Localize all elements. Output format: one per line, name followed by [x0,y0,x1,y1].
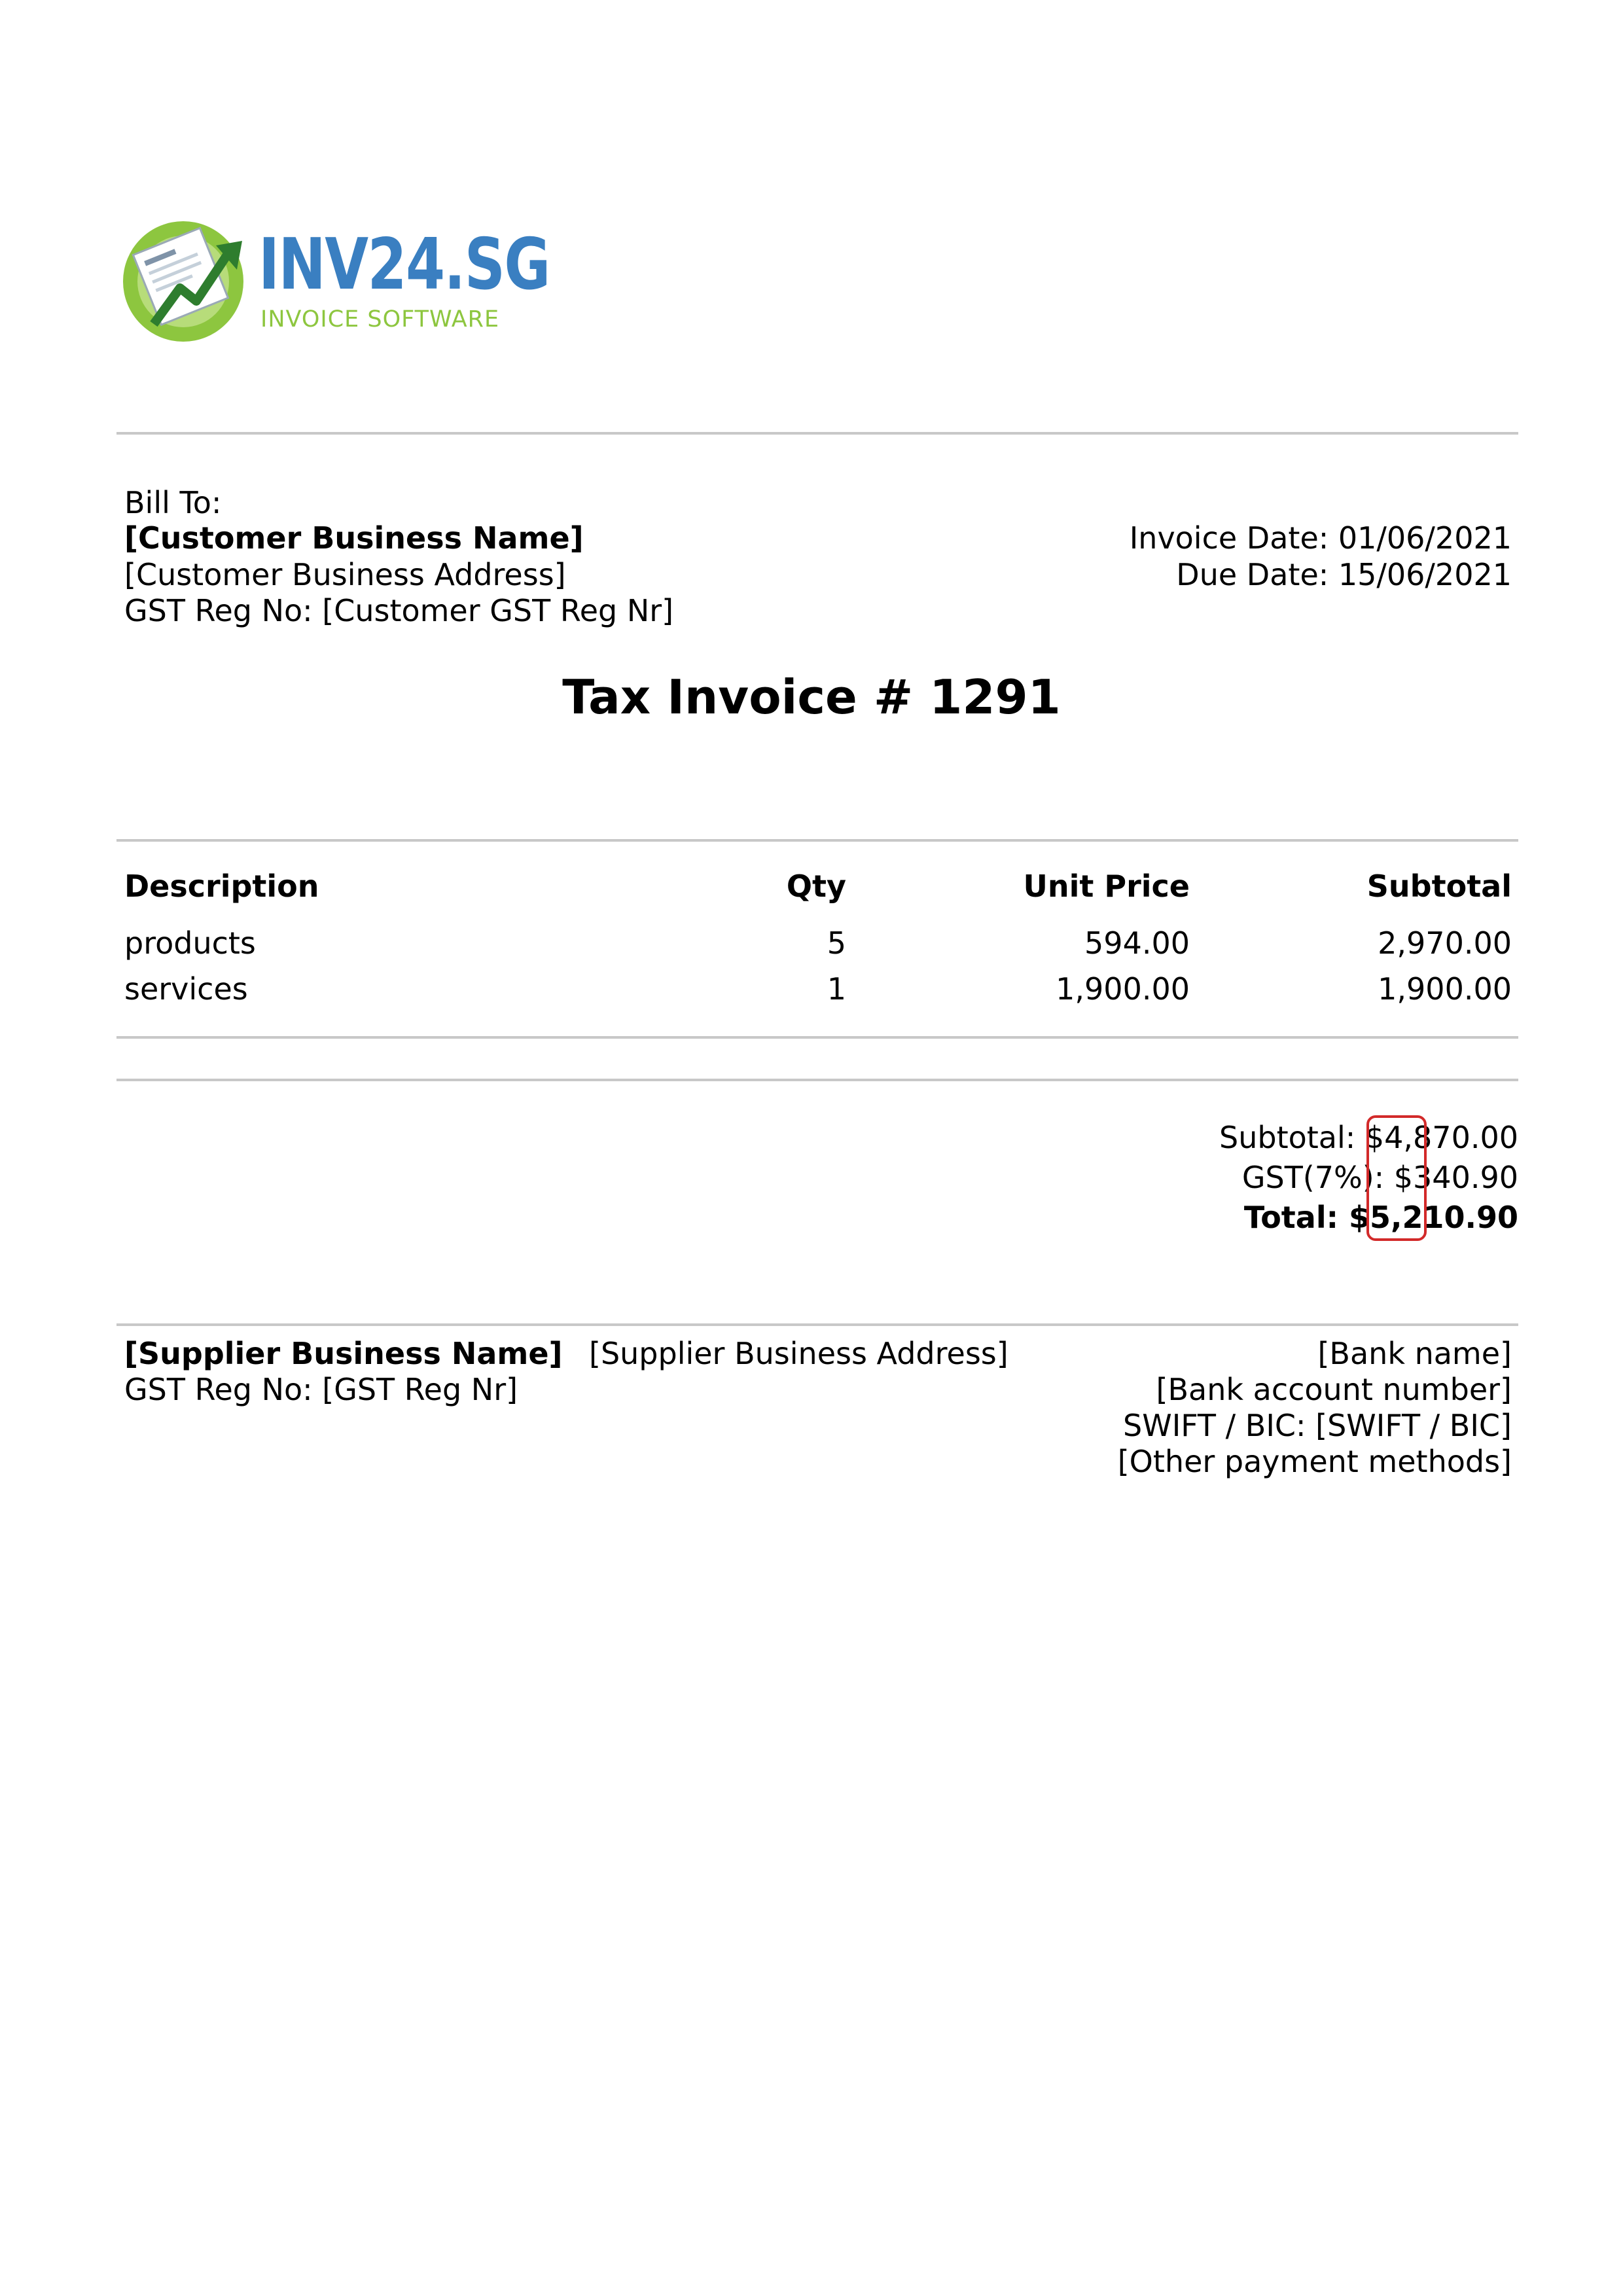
bill-to-label: Bill To: [124,485,222,520]
totals-top-divider [116,1079,1518,1081]
logo-brand-text: INV24.SG [259,224,550,306]
company-logo [118,209,550,347]
other-payment-methods: [Other payment methods] [1117,1444,1512,1479]
row-1-unit-price: 594.00 [1084,925,1190,961]
customer-name: [Customer Business Name] [124,520,584,556]
row-2-description: services [124,971,248,1007]
table-bottom-divider [116,1036,1518,1039]
invoice-title: Tax Invoice # 1291 [562,670,1061,725]
totals-total: Total: $5,210.90 [1243,1200,1518,1235]
header-subtotal: Subtotal [1366,869,1512,904]
customer-gst: GST Reg No: [Customer GST Reg Nr] [124,593,674,628]
header-qty: Qty [786,869,846,904]
totals-block [929,1118,1518,1238]
row-2-subtotal: 1,900.00 [1378,971,1512,1007]
supplier-address: [Supplier Business Address] [589,1336,1008,1371]
row-1-description: products [124,925,256,961]
row-2-unit-price: 1,900.00 [1056,971,1190,1007]
bank-account-number: [Bank account number] [1156,1372,1512,1407]
swift-bic: SWIFT / BIC: [SWIFT / BIC] [1123,1408,1512,1443]
logo-tagline: INVOICE SOFTWARE [260,306,500,332]
totals-subtotal: Subtotal: $4,870.00 [1219,1120,1518,1155]
due-date: Due Date: 15/06/2021 [1176,557,1512,592]
supplier-name: [Supplier Business Name] [124,1336,563,1371]
header-divider [116,432,1518,435]
row-2-qty: 1 [827,971,846,1007]
supplier-gst: GST Reg No: [GST Reg Nr] [124,1372,518,1407]
table-top-divider [116,839,1518,842]
highlight-annotation-box [1366,1115,1427,1241]
customer-address: [Customer Business Address] [124,557,566,592]
logo-mark-icon [118,209,249,347]
row-1-qty: 5 [827,925,846,961]
row-1-subtotal: 2,970.00 [1378,925,1512,961]
footer-divider [116,1323,1518,1326]
bank-name: [Bank name] [1317,1336,1512,1371]
header-unit-price: Unit Price [1023,869,1190,904]
totals-gst: GST(7%): $340.90 [1241,1160,1518,1195]
header-description: Description [124,869,319,904]
invoice-date: Invoice Date: 01/06/2021 [1129,520,1512,556]
